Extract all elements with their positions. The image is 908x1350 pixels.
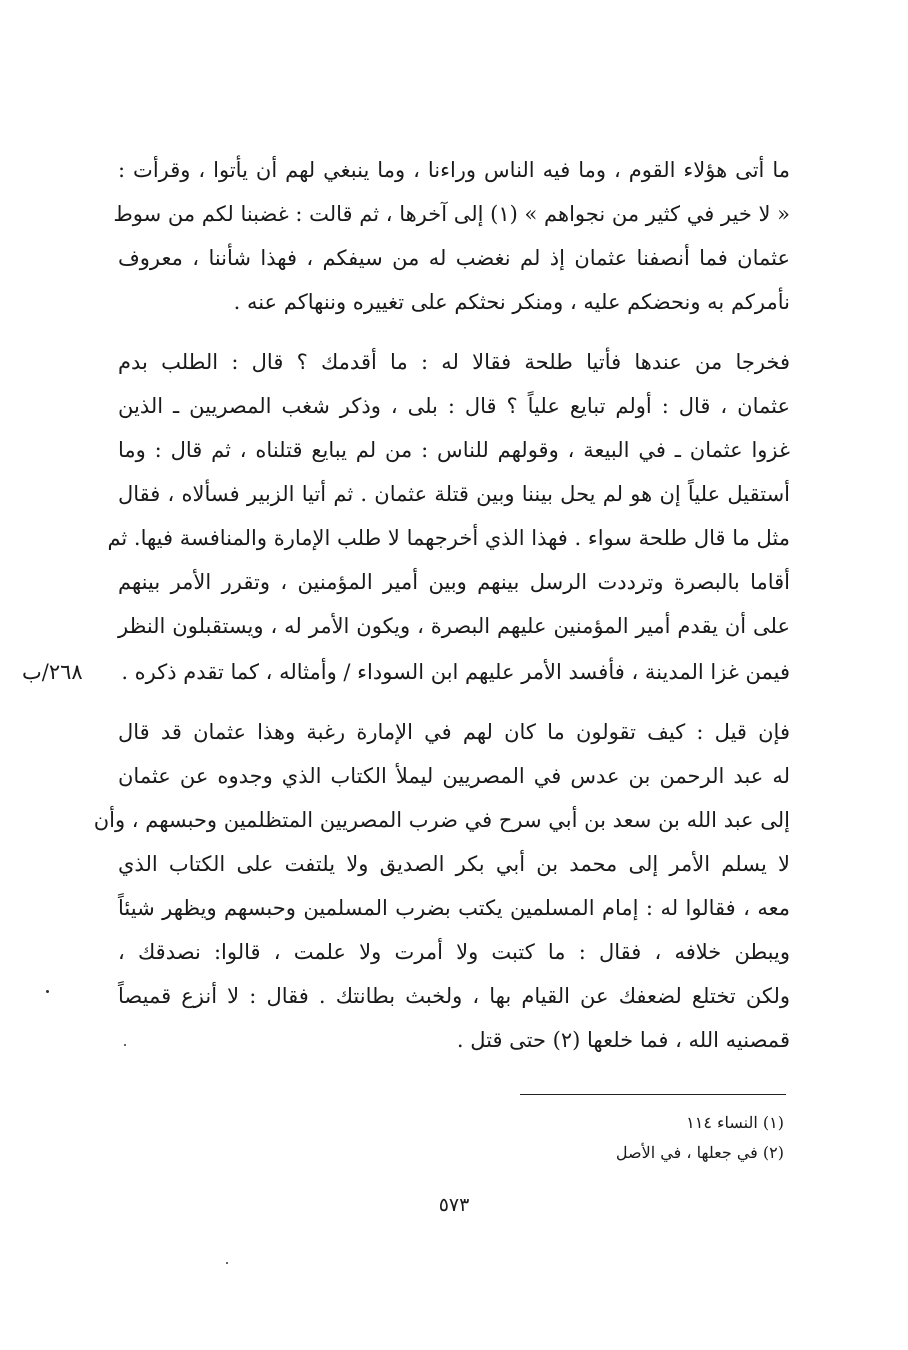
text-line: فخرجا من عندها فأتيا طلحة فقالا له : ما أقدمك ؟ قال : الطلب بدم (118, 350, 790, 374)
text-line: « لا خير في كثير من نجواهم » (١) إلى آخرها ، ثم قالت : غضبنا لكم من سوط (113, 202, 790, 226)
text-line: فإن قيل : كيف تقولون ما كان لهم في الإمارة رغبة وهذا عثمان قد قال (118, 720, 790, 744)
text-line: له عبد الرحمن بن عدس في المصريين ليملأ الكتاب الذي وجدوه عن عثمان (118, 764, 790, 788)
text-line: على أن يقدم أمير المؤمنين عليهم البصرة ، ويكون الأمر له ، ويستقبلون النظر (118, 614, 790, 638)
text-line: لا يسلم الأمر إلى محمد بن أبي بكر الصديق ولا يلتفت على الكتاب الذي (118, 852, 790, 876)
scan-speck (124, 1044, 126, 1046)
text-line: ما أتى هؤلاء القوم ، وما فيه الناس وراءنا ، وما ينبغي لهم أن يأتوا ، وقرأت : (118, 158, 790, 182)
text-line: معه ، فقالوا له : إمام المسلمين يكتب بضرب المسلمين وحبسهم ويظهر شيئاً (118, 896, 790, 920)
text-line: أقاما بالبصرة وترددت الرسل بينهم وبين أمير المؤمنين ، وتقرر الأمر بينهم (118, 570, 790, 594)
scan-speck (46, 990, 49, 993)
page-number: ٥٧٣ (438, 1194, 470, 1216)
footnote: (٢) في جعلها ، في الأصل (615, 1143, 784, 1162)
text-line: نأمركم به ونحضكم عليه ، ومنكر نحثكم على تغييره وننهاكم عنه . (233, 290, 790, 314)
text-line: ولكن تختلع لضعفك عن القيام بها ، ولخبث بطانتك . فقال : لا أنزع قميصاً (118, 984, 790, 1008)
text-line: غزوا عثمان ـ في البيعة ، وقولهم للناس : من لم يبايع قتلناه ، ثم قال : وما (118, 438, 790, 462)
text-line: مثل ما قال طلحة سواء . فهذا الذي أخرجهما لا طلب الإمارة والمنافسة فيها. ثم (107, 526, 790, 550)
text-line: عثمان ، قال : أولم تبايع علياً ؟ قال : بلى ، وذكر شغب المصريين ـ الذين (118, 394, 790, 418)
text-line: ويبطن خلافه ، فقال : ما كتبت ولا أمرت ولا علمت ، قالوا: نصدقك ، (118, 940, 790, 964)
text-line: أستقيل علياً إن هو لم يحل بيننا وبين قتلة عثمان . ثم أتيا الزبير فسألاه ، فقال (118, 482, 790, 506)
manuscript-folio-note: ٢٦٨/ب (22, 660, 83, 684)
scan-speck (226, 1262, 228, 1264)
text-line: قمصنيه الله ، فما خلعها (٢) حتى قتل . (456, 1028, 790, 1052)
footnote-separator (520, 1094, 786, 1095)
text-line: فيمن غزا المدينة ، فأفسد الأمر عليهم ابن السوداء / وأمثاله ، كما تقدم ذكره . (121, 660, 790, 684)
text-line: عثمان فما أنصفنا عثمان إذ لم نغضب له من سيفكم ، فهذا شأننا ، معروف (118, 246, 790, 270)
text-line: إلى عبد الله بن سعد بن أبي سرح في ضرب المصريين المتظلمين وحبسهم ، وأن (93, 808, 790, 832)
footnote: (١) النساء ١١٤ (686, 1113, 784, 1132)
